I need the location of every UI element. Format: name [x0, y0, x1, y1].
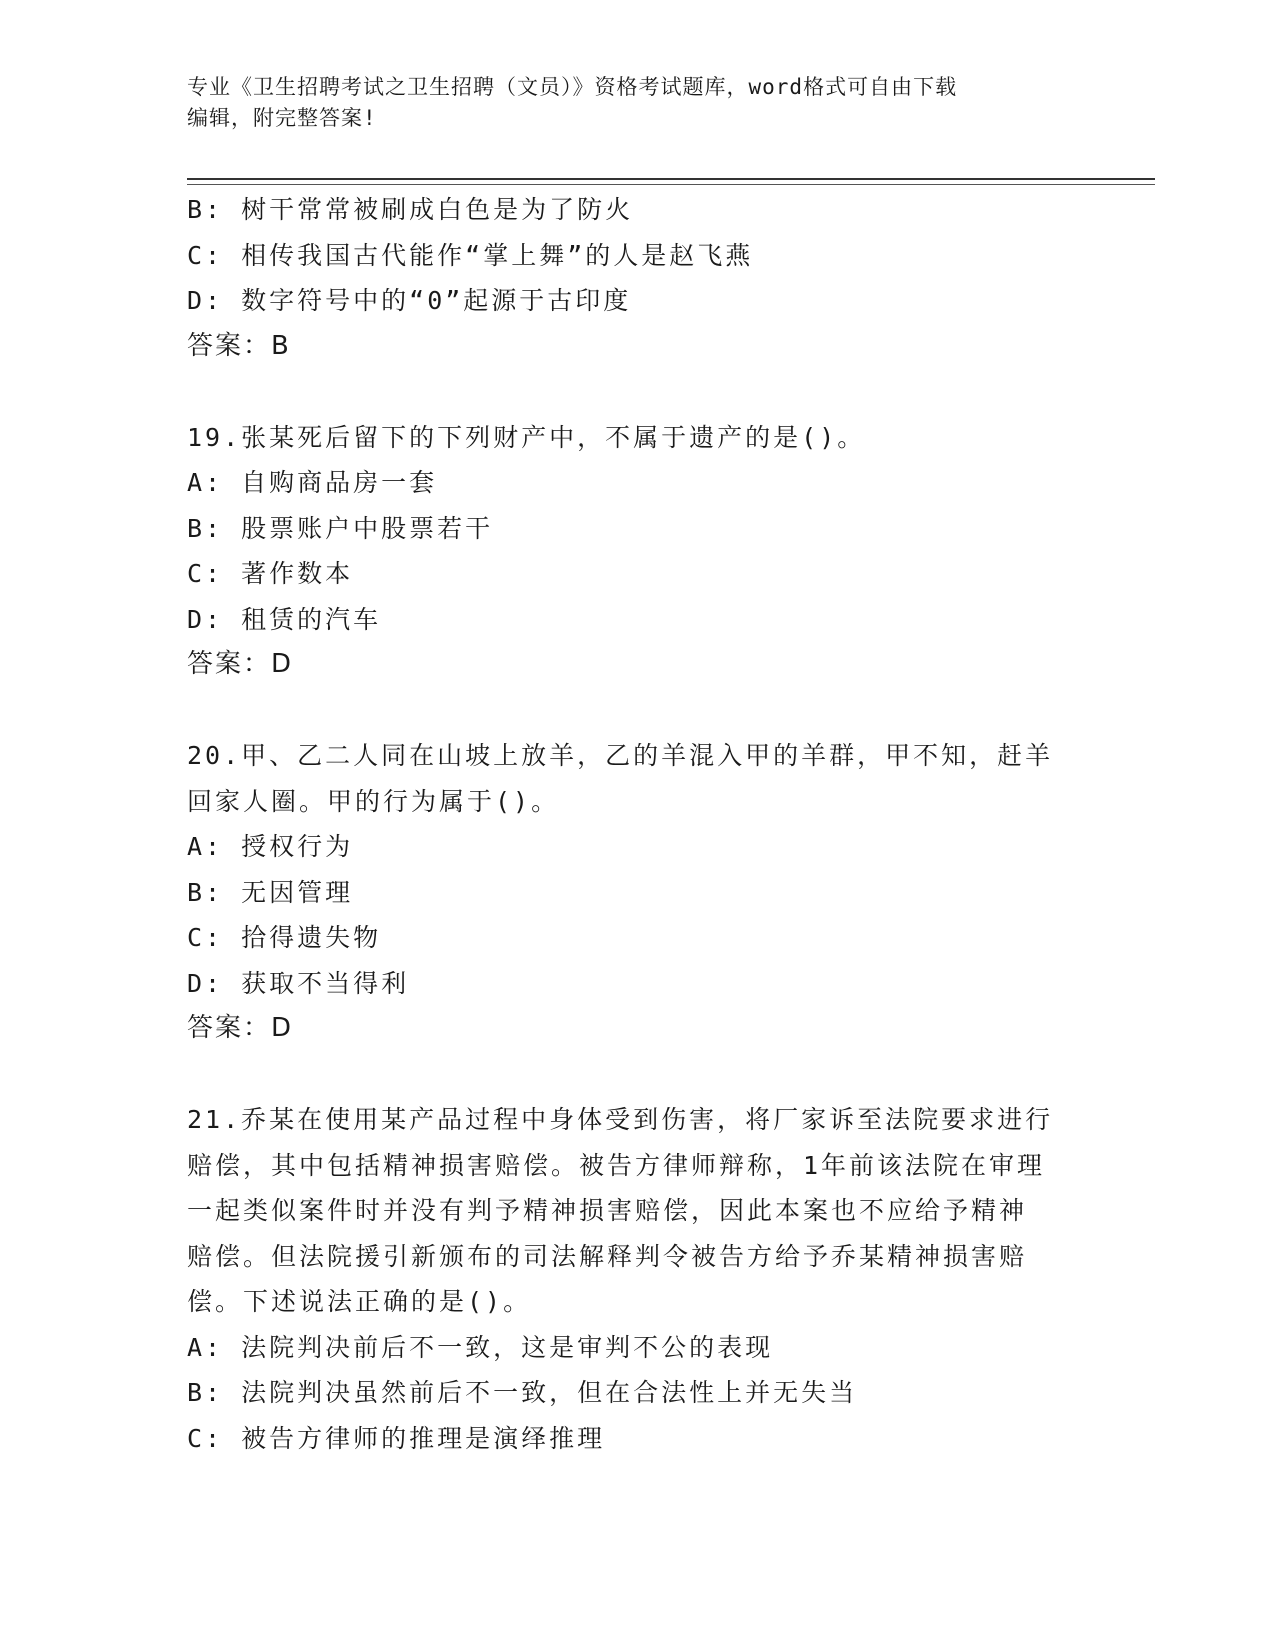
- q19-option-a: A: 自购商品房一套: [187, 468, 438, 497]
- q19-option-b: B: 股票账户中股票若干: [187, 513, 494, 543]
- q20-option-c: C: 拾得遗失物: [187, 923, 382, 952]
- q20-stem-line-1: 20.甲、乙二人同在山坡上放羊，乙的羊混入甲的羊群，甲不知，赶羊: [187, 741, 1054, 770]
- question-18: [187, 187, 1087, 369]
- q21-stem-line-3: 一起类似案件时并没有判予精神损害赔偿，因此本案也不应给予精神: [187, 1196, 1028, 1225]
- spacer: [187, 688, 1087, 734]
- q20-option-a: A: 授权行为: [187, 832, 354, 861]
- q21-option-c: C: 被告方律师的推理是演绎推理: [187, 1423, 606, 1453]
- q19-answer: 答案：D: [187, 649, 294, 679]
- header-divider-thin: [187, 184, 1155, 185]
- q20-option-b: B: 无因管理: [187, 877, 354, 907]
- q20-answer: 答案：D: [187, 1013, 294, 1043]
- q21-option-a: A: 法院判决前后不一致，这是审判不公的表现: [187, 1332, 774, 1362]
- q18-answer: 答案：B: [187, 330, 291, 361]
- header-divider-thick: [187, 178, 1155, 180]
- q21-stem-line-2: 赔偿，其中包括精神损害赔偿。被告方律师辩称，1年前该法院在审理: [187, 1150, 1046, 1180]
- q19-option-d: D: 租赁的汽车: [187, 604, 382, 634]
- q21-stem-line-5: 偿。下述说法正确的是()。: [187, 1287, 532, 1316]
- spacer: [187, 1052, 1087, 1098]
- q18-option-d: D: 数字符号中的“0”起源于古印度: [187, 286, 632, 315]
- q19-option-c: C: 著作数本: [187, 559, 354, 588]
- question-20: [187, 733, 1087, 1052]
- q18-option-c: C: 相传我国古代能作“掌上舞”的人是赵飞燕: [187, 240, 754, 270]
- q21-option-b: B: 法院判决虽然前后不一致，但在合法性上并无失当: [187, 1378, 858, 1407]
- q21-stem-line-1: 21.乔某在使用某产品过程中身体受到伤害，将厂家诉至法院要求进行: [187, 1105, 1054, 1134]
- question-list: [187, 187, 1087, 1461]
- q20-stem-line-2: 回家人圈。甲的行为属于()。: [187, 786, 560, 816]
- spacer: [187, 369, 1087, 415]
- q21-stem-line-4: 赔偿。但法院援引新颁布的司法解释判令被告方给予乔某精神损害赔: [187, 1241, 1028, 1271]
- q20-option-d: D: 获取不当得利: [187, 968, 410, 998]
- header-line-1: 专业《卫生招聘考试之卫生招聘（文员）》资格考试题库，word格式可自由下载: [187, 75, 958, 99]
- q18-option-b: B: 树干常常被刷成白色是为了防火: [187, 195, 634, 224]
- question-19: [187, 415, 1087, 688]
- document-header: [187, 72, 1087, 134]
- question-21: [187, 1097, 1087, 1461]
- header-line-2: 编辑，附完整答案!: [187, 106, 377, 130]
- q19-stem: 19.张某死后留下的下列财产中，不属于遗产的是()。: [187, 422, 866, 452]
